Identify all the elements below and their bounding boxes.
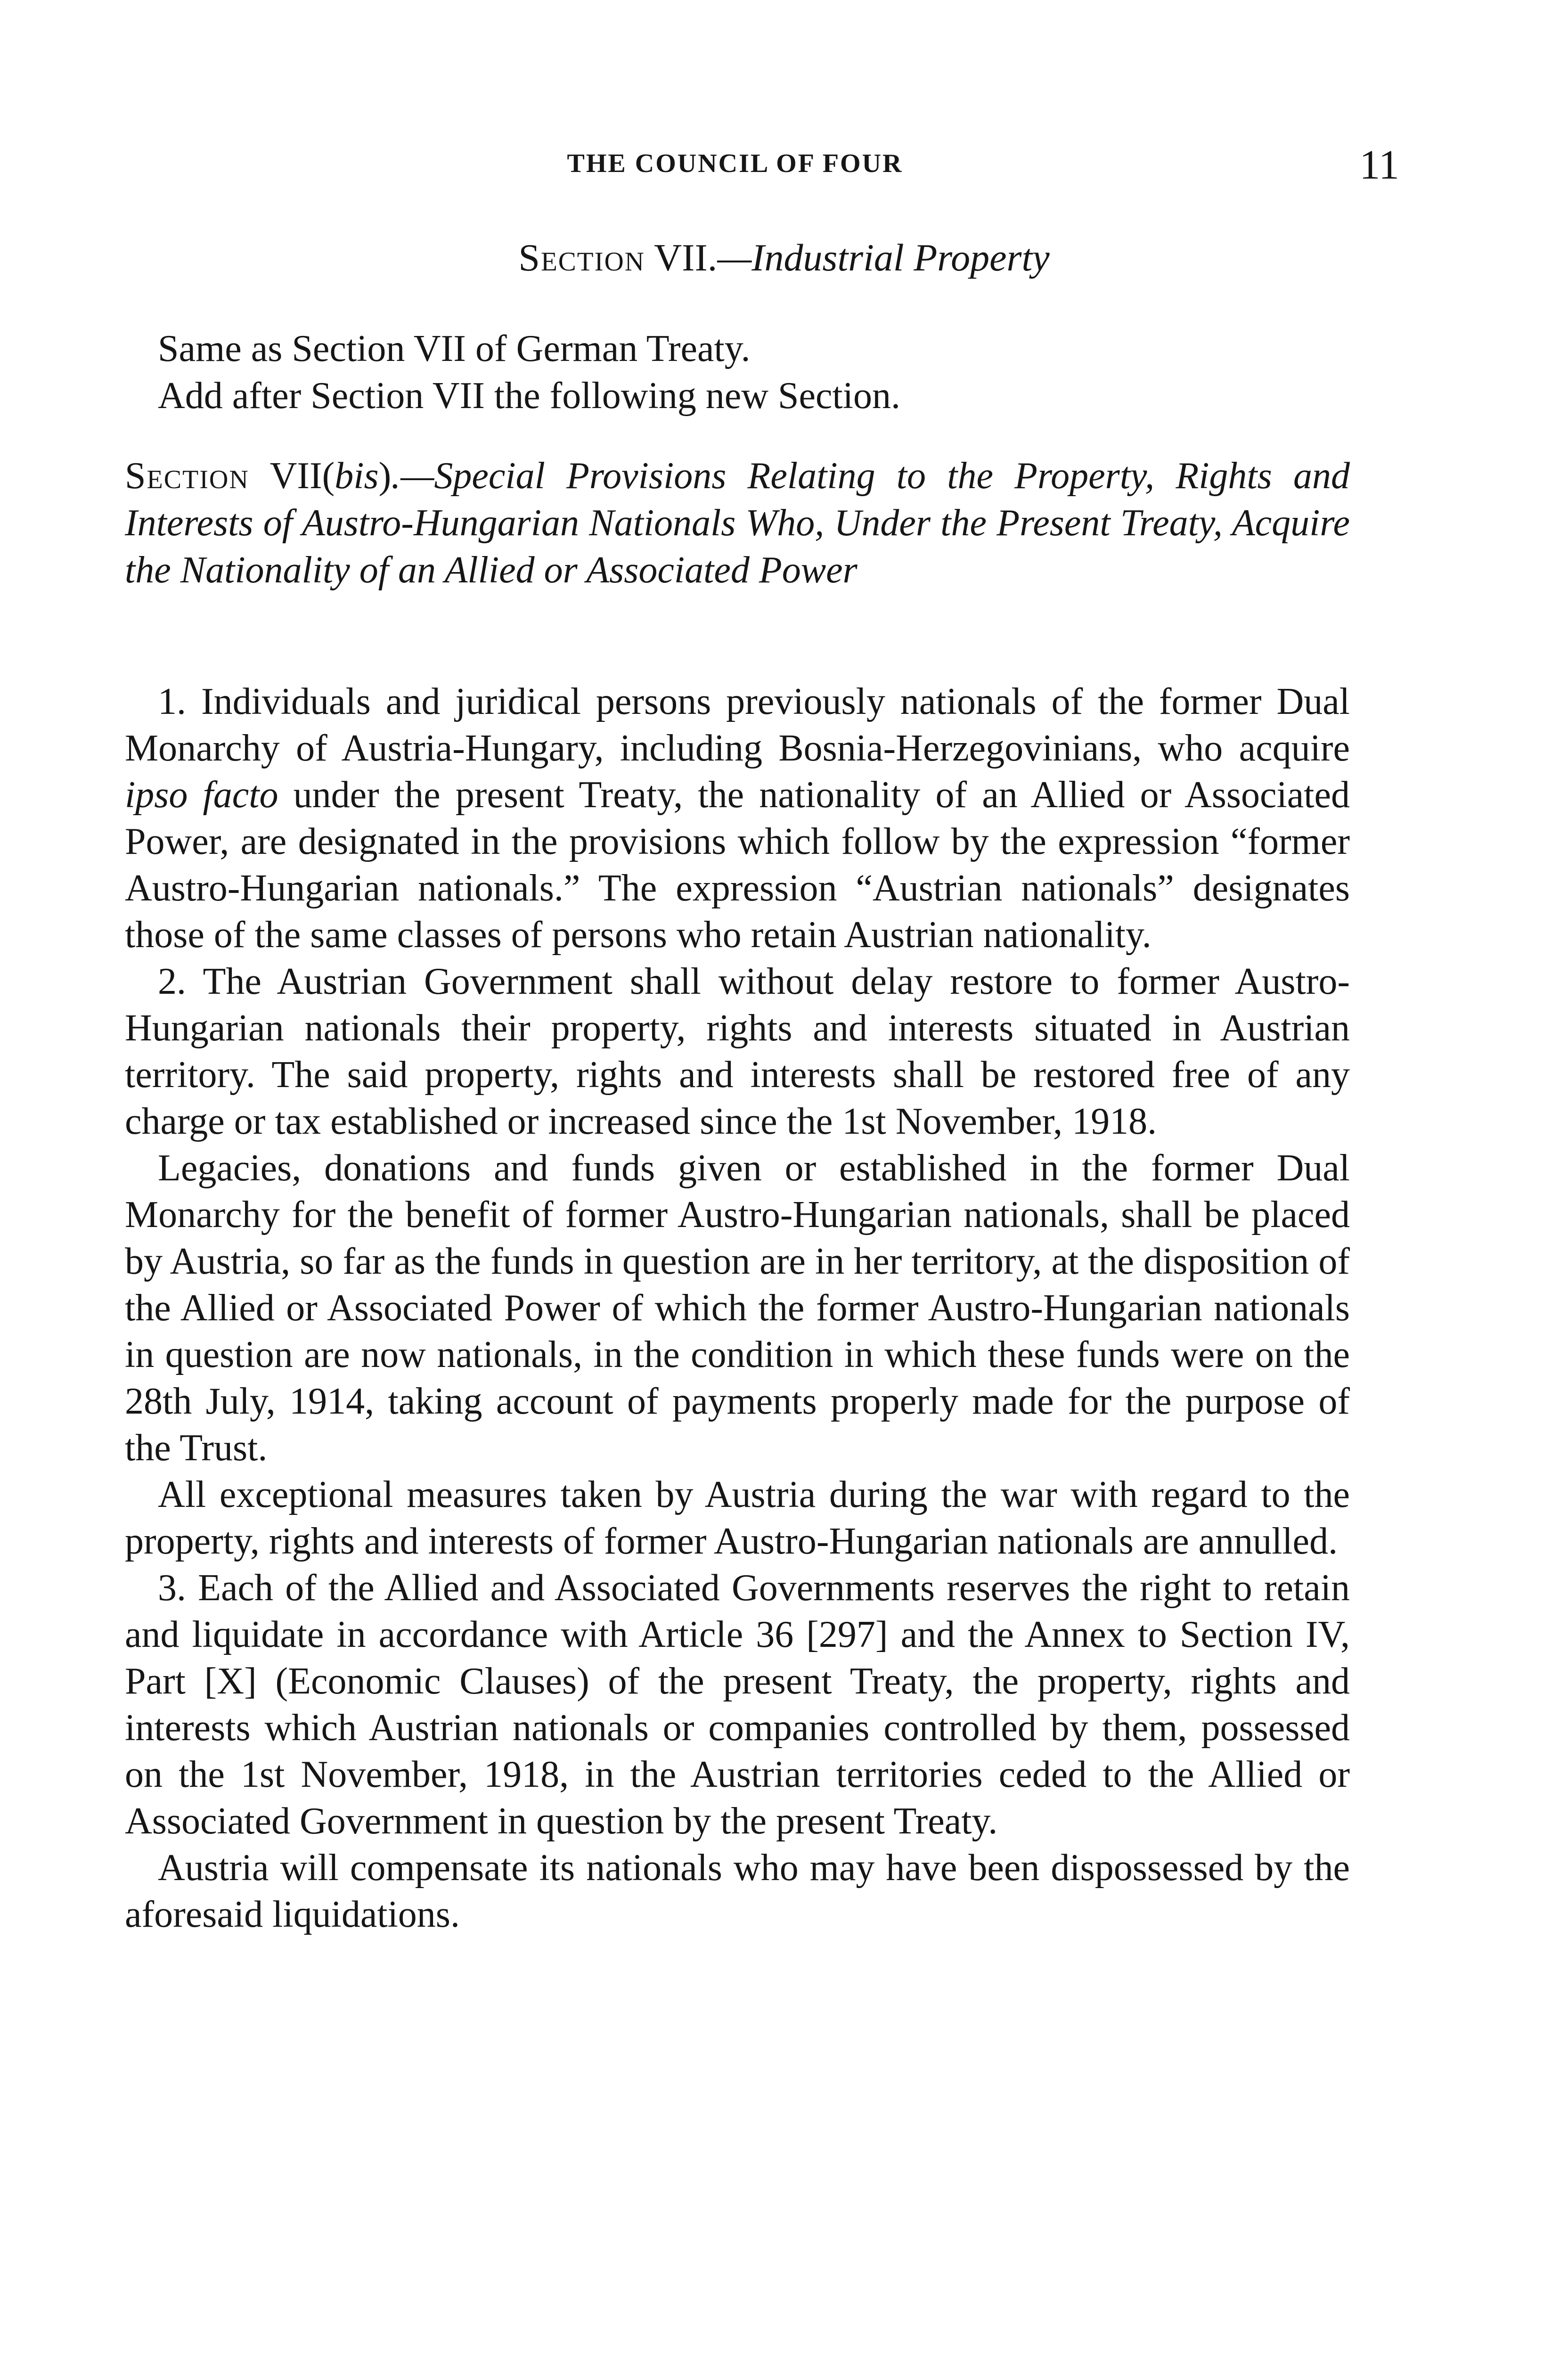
- section-bis-suffix: bis: [335, 455, 379, 497]
- paragraph-1-part-2: under the present Treaty, the nationality of an Allied or Associated Power, are designated in the provisions which follow by the expression “former Austro-Hungarian nationals.” The expression “Austrian nationals” designates those of the same classes of persons who retain Austrian nationality.: [125, 774, 1350, 956]
- paragraph-1-italic: ipso facto: [125, 774, 278, 816]
- paragraph-5: 3. Each of the Allied and Associated Governments reserves the right to retain and liquidate in accordance with Article 36 [297] and the Annex to Section IV, Part [X] (Economic Clauses) of the present Treaty, the property, rights and interests which Austrian nationals or companies controlled by them, possessed on the 1st November, 1918, in the Austrian territories ceded to the Allied or Associated Government in question by the present Treaty.: [125, 1567, 1350, 1842]
- section-vii-bis-heading: Section VII(bis).—Special Provisions Relating to the Property, Rights and Interests of Austro-Hungarian Nationals Who, Under the Present Treaty, Acquire the Nationality of an Allied or Associated Power: [125, 455, 1350, 591]
- page-number: 11: [1359, 142, 1399, 188]
- paragraph-1: [125, 679, 1350, 958]
- section-bis-label: Section: [125, 455, 249, 497]
- note-same-as: Same as Section VII of German Treaty.: [158, 328, 751, 369]
- section-label: Section: [518, 236, 645, 279]
- paragraph-6: Austria will compensate its nationals who may have been dispossessed by the aforesaid liquidations.: [125, 1847, 1350, 1935]
- section-bis-number: VII: [270, 455, 322, 497]
- section-vii-heading: [0, 236, 1568, 280]
- running-head: THE COUNCIL OF FOUR: [567, 149, 903, 178]
- section-bis-title: .—Special Provisions Relating to the Property, Rights and Interests of Austro-Hungarian Nationals Who, Under the Present Treaty, Acquire the Nationality of an Allied or Associated Power: [125, 455, 1350, 591]
- section-title: —Industrial Property: [717, 236, 1050, 279]
- body-text: [125, 679, 1350, 1938]
- section-number: VII.: [653, 236, 718, 279]
- paragraph-3: Legacies, donations and funds given or established in the former Dual Monarchy for the benefit of former Austro-Hungarian nationals, shall be placed by Austria, so far as the funds in question are in her territory, at the disposition of the Allied or Associated Power of which the former Austro-Hungarian nationals in question are now nationals, in the condition in which these funds were on the 28th July, 1914, taking account of payments properly made for the purpose of the Trust.: [125, 1147, 1350, 1469]
- note-add-after: Add after Section VII the following new Section.: [158, 375, 900, 417]
- paragraph-4: All exceptional measures taken by Austria during the war with regard to the property, rights and interests of former Austro-Hungarian nationals are annulled.: [125, 1474, 1350, 1562]
- paragraph-2: 2. The Austrian Government shall without delay restore to former Austro-Hungarian nationals their property, rights and interests situated in Austrian territory. The said property, rights and interests shall be restored free of any charge or tax established or increased since the 1st November, 1918.: [125, 961, 1350, 1142]
- paragraph-1-part-1: 1. Individuals and juridical persons previously nationals of the former Dual Monarchy of Austria-Hungary, including Bosnia-Herzegovinians, who acquire: [125, 681, 1350, 769]
